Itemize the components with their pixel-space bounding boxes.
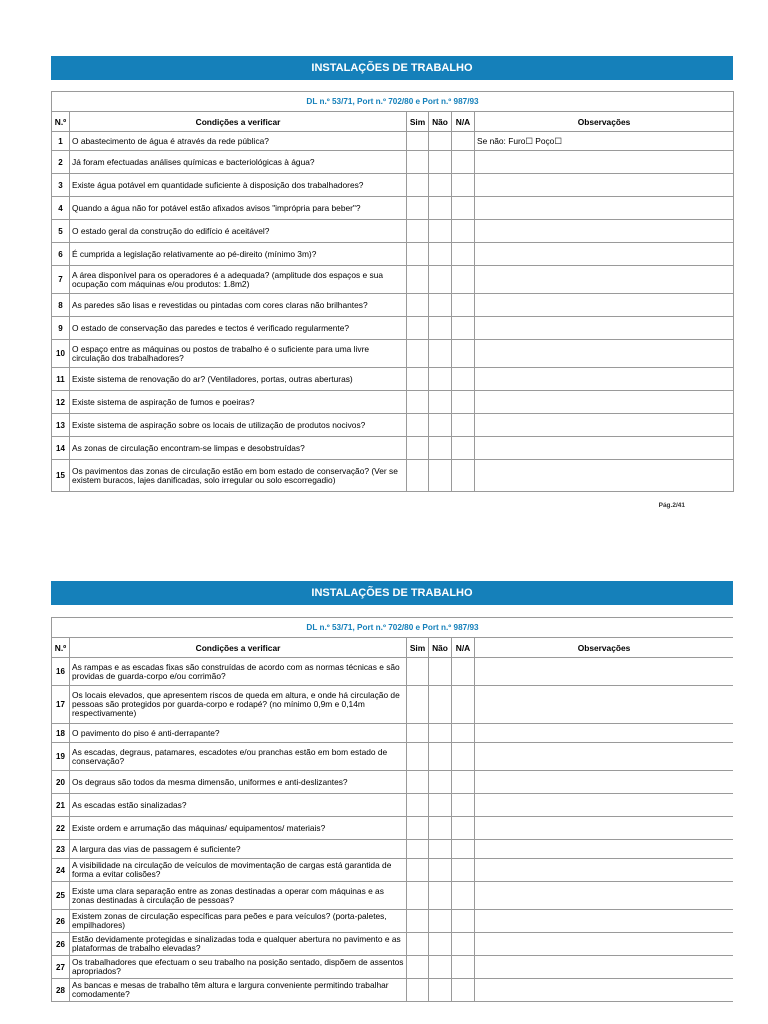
yes-cell[interactable]	[407, 771, 429, 794]
observations-cell[interactable]	[475, 220, 734, 243]
row-number: 11	[52, 368, 70, 391]
row-condition: Quando a água não for potável estão afixados avisos "imprópria para beber"?	[70, 197, 407, 220]
yes-cell[interactable]	[407, 151, 429, 174]
row-condition: Existem zonas de circulação específicas para peões e para veículos? (porta-paletes, empilhadores)	[70, 910, 407, 933]
yes-cell[interactable]	[407, 340, 429, 368]
no-cell[interactable]	[429, 817, 452, 840]
row-number: 12	[52, 391, 70, 414]
row-number: 7	[52, 266, 70, 294]
no-cell[interactable]	[429, 956, 452, 979]
table-row	[52, 460, 734, 492]
row-condition: Existe uma clara separação entre as zonas destinadas a operar com máquinas e as zonas destinadas à circulação de pessoas?	[70, 882, 407, 910]
yes-cell[interactable]	[407, 174, 429, 197]
yes-cell[interactable]	[407, 243, 429, 266]
yes-cell[interactable]	[407, 882, 429, 910]
table-row	[52, 437, 734, 460]
checklist-table	[51, 617, 733, 1002]
no-cell[interactable]	[429, 658, 452, 686]
observations-cell[interactable]	[475, 840, 734, 859]
na-cell[interactable]	[452, 266, 475, 294]
observations-cell[interactable]	[475, 794, 734, 817]
yes-cell[interactable]	[407, 817, 429, 840]
na-cell[interactable]	[452, 743, 475, 771]
na-cell[interactable]	[452, 933, 475, 956]
no-cell[interactable]	[429, 243, 452, 266]
row-number: 18	[52, 724, 70, 743]
row-number: 3	[52, 174, 70, 197]
no-cell[interactable]	[429, 220, 452, 243]
na-cell[interactable]	[452, 197, 475, 220]
row-condition: Existe ordem e arrumação das máquinas/ equipamentos/ materiais?	[70, 817, 407, 840]
observations-cell[interactable]	[475, 817, 734, 840]
na-cell[interactable]	[452, 151, 475, 174]
row-number: 17	[52, 686, 70, 724]
table-row	[52, 391, 734, 414]
no-cell[interactable]	[429, 910, 452, 933]
no-cell[interactable]	[429, 174, 452, 197]
column-header-yes: Sim	[407, 112, 429, 132]
row-number: 14	[52, 437, 70, 460]
observations-cell[interactable]	[475, 956, 734, 979]
row-condition: A visibilidade na circulação de veículos de movimentação de cargas está garantida de forma a evitar colisões?	[70, 859, 407, 882]
row-number: 21	[52, 794, 70, 817]
yes-cell[interactable]	[407, 910, 429, 933]
table-row	[52, 956, 734, 979]
observations-cell[interactable]	[475, 882, 734, 910]
yes-cell[interactable]	[407, 979, 429, 1002]
row-number: 22	[52, 817, 70, 840]
row-number: 1	[52, 132, 70, 151]
yes-cell[interactable]	[407, 743, 429, 771]
yes-cell[interactable]	[407, 294, 429, 317]
row-number: 23	[52, 840, 70, 859]
row-number: 13	[52, 414, 70, 437]
na-cell[interactable]	[452, 368, 475, 391]
section-banner: INSTALAÇÕES DE TRABALHO	[51, 56, 733, 80]
na-cell[interactable]	[452, 294, 475, 317]
row-condition: É cumprida a legislação relativamente ao pé-direito (mínimo 3m)?	[70, 243, 407, 266]
table-row	[52, 658, 734, 686]
column-header-conditions: Condições a verificar	[70, 638, 407, 658]
no-cell[interactable]	[429, 132, 452, 151]
na-cell[interactable]	[452, 817, 475, 840]
no-cell[interactable]	[429, 794, 452, 817]
row-number: 8	[52, 294, 70, 317]
row-condition: A largura das vias de passagem é suficiente?	[70, 840, 407, 859]
yes-cell[interactable]	[407, 132, 429, 151]
row-condition: As paredes são lisas e revestidas ou pintadas com cores claras não brilhantes?	[70, 294, 407, 317]
na-cell[interactable]	[452, 220, 475, 243]
no-cell[interactable]	[429, 294, 452, 317]
no-cell[interactable]	[429, 340, 452, 368]
table-row	[52, 882, 734, 910]
row-number: 24	[52, 859, 70, 882]
no-cell[interactable]	[429, 686, 452, 724]
row-number: 26	[52, 910, 70, 933]
observations-cell[interactable]	[475, 197, 734, 220]
yes-cell[interactable]	[407, 840, 429, 859]
yes-cell[interactable]	[407, 933, 429, 956]
na-cell[interactable]	[452, 340, 475, 368]
observations-cell[interactable]	[475, 391, 734, 414]
column-header-na: N/A	[452, 638, 475, 658]
section-banner: INSTALAÇÕES DE TRABALHO	[51, 581, 733, 605]
table-row	[52, 243, 734, 266]
no-cell[interactable]	[429, 151, 452, 174]
na-cell[interactable]	[452, 882, 475, 910]
column-header-conditions: Condições a verificar	[70, 112, 407, 132]
row-condition: Os locais elevados, que apresentem riscos de queda em altura, e onde há circulação de pessoas são protegidos por guarda-corpo e rodapé? (no mínimo 0,9m e 0,14m respectivamente)	[70, 686, 407, 724]
row-condition: Existe sistema de aspiração sobre os locais de utilização de produtos nocivos?	[70, 414, 407, 437]
yes-cell[interactable]	[407, 414, 429, 437]
column-header-observations: Observações	[475, 112, 734, 132]
yes-cell[interactable]	[407, 220, 429, 243]
row-condition: Já foram efectuadas análises químicas e bacteriológicas à água?	[70, 151, 407, 174]
legislation-reference: DL n.º 53/71, Port n.º 702/80 e Port n.º 987/93	[52, 92, 734, 112]
row-condition: O estado geral da construção do edifício é aceitável?	[70, 220, 407, 243]
checklist-table	[51, 91, 734, 492]
row-number: 15	[52, 460, 70, 492]
observations-cell[interactable]	[475, 294, 734, 317]
observations-cell[interactable]	[475, 460, 734, 492]
no-cell[interactable]	[429, 437, 452, 460]
row-condition: As escadas estão sinalizadas?	[70, 794, 407, 817]
row-condition: Existe água potável em quantidade suficiente à disposição dos trabalhadores?	[70, 174, 407, 197]
no-cell[interactable]	[429, 979, 452, 1002]
table-row	[52, 910, 734, 933]
row-number: 28	[52, 979, 70, 1002]
no-cell[interactable]	[429, 724, 452, 743]
table-row	[52, 197, 734, 220]
row-number: 19	[52, 743, 70, 771]
no-cell[interactable]	[429, 391, 452, 414]
observations-cell[interactable]	[475, 771, 734, 794]
table-row	[52, 817, 734, 840]
observations-cell[interactable]	[475, 743, 734, 771]
row-condition: As bancas e mesas de trabalho têm altura e largura conveniente permitindo trabalhar comodamente?	[70, 979, 407, 1002]
na-cell[interactable]	[452, 243, 475, 266]
row-number: 10	[52, 340, 70, 368]
na-cell[interactable]	[452, 132, 475, 151]
observations-cell[interactable]	[475, 414, 734, 437]
observations-cell[interactable]	[475, 437, 734, 460]
column-header-observations: Observações	[475, 638, 734, 658]
yes-cell[interactable]	[407, 794, 429, 817]
observations-cell[interactable]	[475, 658, 734, 686]
observations-cell[interactable]	[475, 859, 734, 882]
na-cell[interactable]	[452, 956, 475, 979]
table-row	[52, 859, 734, 882]
checklist-page-2	[51, 581, 733, 1024]
na-cell[interactable]	[452, 771, 475, 794]
observations-cell[interactable]	[475, 933, 734, 956]
table-row	[52, 743, 734, 771]
no-cell[interactable]	[429, 414, 452, 437]
observations-cell[interactable]	[475, 340, 734, 368]
table-row	[52, 317, 734, 340]
no-cell[interactable]	[429, 743, 452, 771]
column-header-no: Não	[429, 112, 452, 132]
yes-cell[interactable]	[407, 859, 429, 882]
row-condition: As escadas, degraus, patamares, escadotes e/ou pranchas estão em bom estado de conservação?	[70, 743, 407, 771]
row-condition: Estão devidamente protegidas e sinalizadas toda e qualquer abertura no pavimento e as plataformas de trabalho elevadas?	[70, 933, 407, 956]
na-cell[interactable]	[452, 686, 475, 724]
row-number: 16	[52, 658, 70, 686]
yes-cell[interactable]	[407, 724, 429, 743]
row-condition: O estado de conservação das paredes e tectos é verificado regularmente?	[70, 317, 407, 340]
yes-cell[interactable]	[407, 197, 429, 220]
yes-cell[interactable]	[407, 317, 429, 340]
table-row	[52, 933, 734, 956]
table-row	[52, 340, 734, 368]
observations-cell[interactable]	[475, 979, 734, 1002]
no-cell[interactable]	[429, 317, 452, 340]
table-row	[52, 771, 734, 794]
row-number: 9	[52, 317, 70, 340]
legislation-reference: DL n.º 53/71, Port n.º 702/80 e Port n.º 987/93	[52, 618, 734, 638]
column-header-yes: Sim	[407, 638, 429, 658]
row-condition: Existe sistema de renovação do ar? (Ventiladores, portas, outras aberturas)	[70, 368, 407, 391]
row-condition: Os degraus são todos da mesma dimensão, uniformes e anti-deslizantes?	[70, 771, 407, 794]
na-cell[interactable]	[452, 910, 475, 933]
na-cell[interactable]	[452, 794, 475, 817]
table-row	[52, 724, 734, 743]
column-header-no: Não	[429, 638, 452, 658]
table-row	[52, 266, 734, 294]
row-number: 5	[52, 220, 70, 243]
no-cell[interactable]	[429, 771, 452, 794]
row-condition: Os pavimentos das zonas de circulação estão em bom estado de conservação? (Ver se existem buracos, lajes danificadas, solo irregular ou solo escorregadio)	[70, 460, 407, 492]
yes-cell[interactable]	[407, 437, 429, 460]
row-number: 2	[52, 151, 70, 174]
row-number: 27	[52, 956, 70, 979]
table-row	[52, 840, 734, 859]
yes-cell[interactable]	[407, 368, 429, 391]
na-cell[interactable]	[452, 391, 475, 414]
table-row	[52, 220, 734, 243]
row-condition: O pavimento do piso é anti-derrapante?	[70, 724, 407, 743]
row-condition: A área disponível para os operadores é a adequada? (amplitude dos espaços e sua ocupação com máquinas e/ou produtos: 1.8m2)	[70, 266, 407, 294]
na-cell[interactable]	[452, 414, 475, 437]
yes-cell[interactable]	[407, 460, 429, 492]
checklist-page-1	[51, 56, 733, 516]
row-condition: As rampas e as escadas fixas são construídas de acordo com as normas técnicas e são providas de guarda-corpo e/ou corrimão?	[70, 658, 407, 686]
table-row	[52, 368, 734, 391]
observations-cell[interactable]	[475, 266, 734, 294]
row-condition: O abastecimento de água é através da rede pública?	[70, 132, 407, 151]
observations-cell[interactable]	[475, 243, 734, 266]
na-cell[interactable]	[452, 724, 475, 743]
na-cell[interactable]	[452, 840, 475, 859]
observations-cell[interactable]	[475, 151, 734, 174]
column-header-number: N.º	[52, 638, 70, 658]
no-cell[interactable]	[429, 266, 452, 294]
table-row	[52, 794, 734, 817]
observations-cell[interactable]	[475, 317, 734, 340]
observations-cell[interactable]	[475, 174, 734, 197]
na-cell[interactable]	[452, 859, 475, 882]
row-number: 4	[52, 197, 70, 220]
observations-cell[interactable]	[475, 686, 734, 724]
yes-cell[interactable]	[407, 956, 429, 979]
no-cell[interactable]	[429, 840, 452, 859]
observations-cell[interactable]	[475, 368, 734, 391]
no-cell[interactable]	[429, 859, 452, 882]
row-condition: As zonas de circulação encontram-se limpas e desobstruídas?	[70, 437, 407, 460]
table-row	[52, 979, 734, 1002]
no-cell[interactable]	[429, 368, 452, 391]
page-number: Pág.2/41	[658, 502, 685, 509]
row-number: 26	[52, 933, 70, 956]
row-condition: Existe sistema de aspiração de fumos e poeiras?	[70, 391, 407, 414]
column-header-number: N.º	[52, 112, 70, 132]
row-condition: O espaço entre as máquinas ou postos de trabalho é o suficiente para uma livre circulação dos trabalhadores?	[70, 340, 407, 368]
yes-cell[interactable]	[407, 658, 429, 686]
na-cell[interactable]	[452, 979, 475, 1002]
yes-cell[interactable]	[407, 391, 429, 414]
row-number: 25	[52, 882, 70, 910]
row-condition: Os trabalhadores que efectuam o seu trabalho na posição sentado, dispõem de assentos apropriados?	[70, 956, 407, 979]
na-cell[interactable]	[452, 658, 475, 686]
no-cell[interactable]	[429, 933, 452, 956]
table-row	[52, 414, 734, 437]
observations-cell[interactable]	[475, 724, 734, 743]
observations-cell[interactable]: Se não: Furo☐ Poço☐	[475, 132, 734, 151]
row-number: 6	[52, 243, 70, 266]
row-number: 20	[52, 771, 70, 794]
observations-cell[interactable]	[475, 910, 734, 933]
no-cell[interactable]	[429, 882, 452, 910]
table-row	[52, 151, 734, 174]
column-header-na: N/A	[452, 112, 475, 132]
na-cell[interactable]	[452, 437, 475, 460]
no-cell[interactable]	[429, 197, 452, 220]
yes-cell[interactable]	[407, 266, 429, 294]
table-row	[52, 294, 734, 317]
no-cell[interactable]	[429, 460, 452, 492]
na-cell[interactable]	[452, 460, 475, 492]
table-row	[52, 686, 734, 724]
table-row	[52, 174, 734, 197]
na-cell[interactable]	[452, 317, 475, 340]
table-row	[52, 132, 734, 151]
na-cell[interactable]	[452, 174, 475, 197]
yes-cell[interactable]	[407, 686, 429, 724]
